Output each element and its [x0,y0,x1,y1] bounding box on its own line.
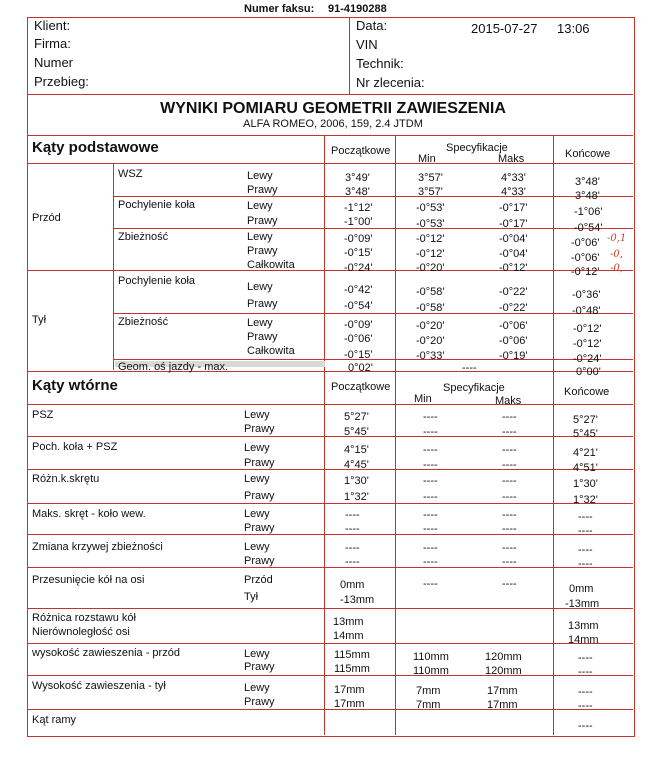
start-value: 0°02' [348,362,373,374]
side-label: Prawy [247,215,278,227]
number-label: Numer [34,55,74,70]
end-value: -0°12' [573,323,602,335]
start-value: -0°09' [344,233,373,245]
min-value: 3°57' [418,186,443,198]
side-label: Lewy [244,648,270,660]
min-value: ---- [423,556,438,568]
max-value: ---- [462,362,477,374]
end-value: 1°32' [573,494,598,506]
max-value: ---- [502,411,517,423]
col-max-header: Maks [495,395,522,407]
start-value: 17mm [334,684,365,696]
end-value: 0mm [569,583,594,595]
max-value: ---- [502,491,517,503]
start-value: -0°09' [344,319,373,331]
technician-label: Technik: [356,56,404,71]
max-value: 4°33' [501,172,526,184]
start-value: 13mm [333,616,364,628]
col-end-header: Końcowe [565,148,611,160]
start-value: ---- [345,523,360,535]
min-value: ---- [423,509,438,521]
col-end-header: Końcowe [564,386,610,398]
start-value: ---- [345,556,360,568]
min-value: 110mm [413,651,449,663]
date-value: 2015-07-27 [471,21,538,36]
side-label: Prawy [244,555,275,567]
param-label: Kąt ramy [32,714,77,726]
max-value: 17mm [487,685,518,697]
side-label: Prawy [244,490,275,502]
max-value: 120mm [485,665,522,677]
max-value: ---- [502,426,517,438]
param-label: Różn.k.skrętu [32,473,100,485]
end-value: -1°06' [574,206,603,218]
side-label: Lewy [244,541,270,553]
param-label: Zbieżność [118,316,169,328]
min-value: -0°58' [416,302,445,314]
col-spec-header: Specyfikacje [446,142,508,154]
end-value: -0°12' [573,338,602,350]
side-label: Prawy [247,184,278,196]
end-value: -0°36' [572,289,601,301]
end-value: 3°48' [575,190,600,202]
report-title: WYNIKI POMIARU GEOMETRII ZAWIESZENIA [160,100,506,117]
min-value: -0°20' [416,320,445,332]
start-value: 1°30' [344,475,369,487]
start-value: 5°45' [344,426,369,438]
max-value: ---- [502,444,517,456]
start-value: 17mm [334,698,365,710]
side-label: Lewy [247,200,273,212]
max-value: 17mm [487,699,518,711]
min-value: 3°57' [418,172,443,184]
end-value: -0°06' [571,237,600,249]
primary-section-title: Kąty podstawowe [32,139,159,156]
end-value: 13mm [568,620,599,632]
start-value: 14mm [333,630,364,642]
header-bottom-line [28,94,633,95]
side-label: Całkowita [247,345,295,357]
param-label: Różnica rozstawu kół [32,612,136,624]
max-value: ---- [502,475,517,487]
end-value: -0°06' [571,252,600,264]
end-value: ---- [578,686,593,698]
max-value: ---- [502,556,517,568]
max-value: -0°06' [499,335,528,347]
col-start-header: Początkowe [331,381,391,393]
vehicle-subtitle: ALFA ROMEO, 2006, 159, 2.4 JTDM [243,118,423,130]
min-value: -0°20' [416,335,445,347]
side-label: Lewy [244,508,270,520]
min-value: ---- [423,475,438,487]
start-value: -0°54' [344,300,373,312]
mileage-label: Przebieg: [34,74,89,89]
side-label: Prawy [244,423,275,435]
end-value: 14mm [568,634,599,646]
min-value: 110mm [413,665,449,677]
max-value: -0°19' [499,350,528,362]
start-value: 3°49' [345,172,370,184]
start-value: 115mm [334,649,370,661]
min-value: ---- [423,491,438,503]
max-value: -0°04' [499,233,528,245]
fax-number: 91-4190288 [328,3,387,15]
min-value: ---- [423,542,438,554]
side-label: Przód [244,574,273,586]
side-label: Lewy [244,682,270,694]
handwritten-note: -0,1 [607,233,627,244]
col-min-header: Min [418,153,436,165]
min-value: ---- [423,523,438,535]
col-spec-header: Specyfikacje [443,382,505,394]
end-value: 0°00' [576,366,601,378]
start-value: -0°42' [344,284,373,296]
end-value: 3°48' [575,176,600,188]
title-bottom-line [28,135,633,136]
end-value: -0°48' [572,305,601,317]
client-label: Klient: [34,18,71,33]
param-label: Geom. oś jazdy - max. [118,361,229,373]
param-label: Pochylenie koła [118,199,196,211]
min-value: -0°12' [416,233,445,245]
min-value: 7mm [416,685,441,697]
param-label: Poch. koła + PSZ [32,441,118,453]
param-label: wysokość zawieszenia - przód [32,647,180,659]
end-value: -0°12' [571,266,600,278]
handwritten-note: -0, [610,263,623,274]
end-value: ---- [578,666,593,678]
min-value: ---- [423,459,438,471]
start-value: 1°32' [344,491,369,503]
side-label: Tył [244,591,259,603]
secondary-section-title: Kąty wtórne [32,377,118,394]
end-value: ---- [578,558,593,570]
end-value: ---- [578,511,593,523]
min-value: -0°33' [416,350,445,362]
start-value: -0°24' [344,262,373,274]
param-label: WSZ [118,168,143,180]
min-value: ---- [423,411,438,423]
header-divider [349,18,350,95]
col-max-header: Maks [498,153,525,165]
side-label: Całkowita [247,259,295,271]
vin-label: VIN [356,37,378,52]
param-label: Wysokość zawieszenia - tył [32,680,166,692]
end-value: ---- [578,652,593,664]
start-value: 5°27' [344,411,369,423]
end-value: 5°27' [573,414,598,426]
start-value: -0°15' [344,247,373,259]
min-value: -0°53' [416,218,445,230]
max-value: -0°17' [499,202,528,214]
side-label: Prawy [247,331,278,343]
side-label: Prawy [247,245,278,257]
end-value: ---- [578,700,593,712]
start-value: -13mm [340,594,375,606]
min-value: ---- [423,444,438,456]
max-value: 4°33' [501,186,526,198]
start-value: 0mm [340,579,365,591]
start-value: ---- [345,542,360,554]
min-value: ---- [423,578,438,590]
max-value: -0°12' [499,262,528,274]
max-value: ---- [502,542,517,554]
start-value: 115mm [334,663,370,675]
handwritten-note: -0, [610,249,623,260]
max-value: -0°04' [499,248,528,260]
side-label: Prawy [244,696,275,708]
side-label: Prawy [244,457,275,469]
param-label: PSZ [32,409,54,421]
end-value: -0°54' [574,222,603,234]
start-value: -0°06' [344,333,373,345]
end-value: 5°45' [573,428,598,440]
start-value: -1°00' [344,216,373,228]
param-label: Przesunięcie kół na osi [32,574,145,586]
min-value: -0°12' [416,248,445,260]
company-label: Firma: [34,36,71,51]
end-value: ---- [578,544,593,556]
start-value: ---- [345,509,360,521]
side-label: Lewy [247,170,273,182]
side-label: Lewy [244,442,270,454]
end-value: ---- [578,720,593,732]
max-value: -0°17' [499,218,528,230]
end-value: 4°21' [573,447,598,459]
param-label: Pochylenie koła [118,275,196,287]
max-value: 120mm [485,651,522,663]
max-value: ---- [502,523,517,535]
end-value: 1°30' [573,478,598,490]
min-value: 7mm [416,699,441,711]
fax-number-label: Numer faksu: [244,3,315,15]
param-label: Nierównoległość osi [32,626,130,638]
end-value: 4°51' [573,462,598,474]
group-rear-label: Tył [32,314,47,326]
start-value: 4°15' [344,444,369,456]
end-value: -13mm [565,598,600,610]
side-label: Lewy [247,231,273,243]
end-value: ---- [578,525,593,537]
group-front-label: Przód [32,212,61,224]
start-value: -0°15' [344,349,373,361]
min-value: -0°53' [416,202,445,214]
max-value: ---- [502,459,517,471]
max-value: -0°22' [499,286,528,298]
min-value: -0°20' [416,262,445,274]
param-label: Zmiana krzywej zbieżności [32,541,163,553]
start-value: 3°48' [345,186,370,198]
max-value: ---- [502,578,517,590]
max-value: -0°06' [499,320,528,332]
start-value: 4°45' [344,459,369,471]
order-number-label: Nr zlecenia: [356,75,425,90]
side-label: Lewy [244,409,270,421]
col-start-header: Początkowe [331,145,391,157]
time-value: 13:06 [557,21,590,36]
side-label: Lewy [247,281,273,293]
side-label: Prawy [247,298,278,310]
side-label: Prawy [244,522,275,534]
max-value: -0°22' [499,302,528,314]
col-min-header: Min [414,393,432,405]
param-label: Zbieżność [118,231,169,243]
side-label: Prawy [244,661,275,673]
side-label: Lewy [244,473,270,485]
max-value: ---- [502,509,517,521]
min-value: ---- [423,426,438,438]
side-label: Lewy [247,317,273,329]
end-value: -0°24' [573,353,602,365]
param-label: Maks. skręt - koło wew. [32,508,146,520]
start-value: -1°12' [344,202,373,214]
date-label: Data: [356,18,388,33]
min-value: -0°58' [416,286,445,298]
